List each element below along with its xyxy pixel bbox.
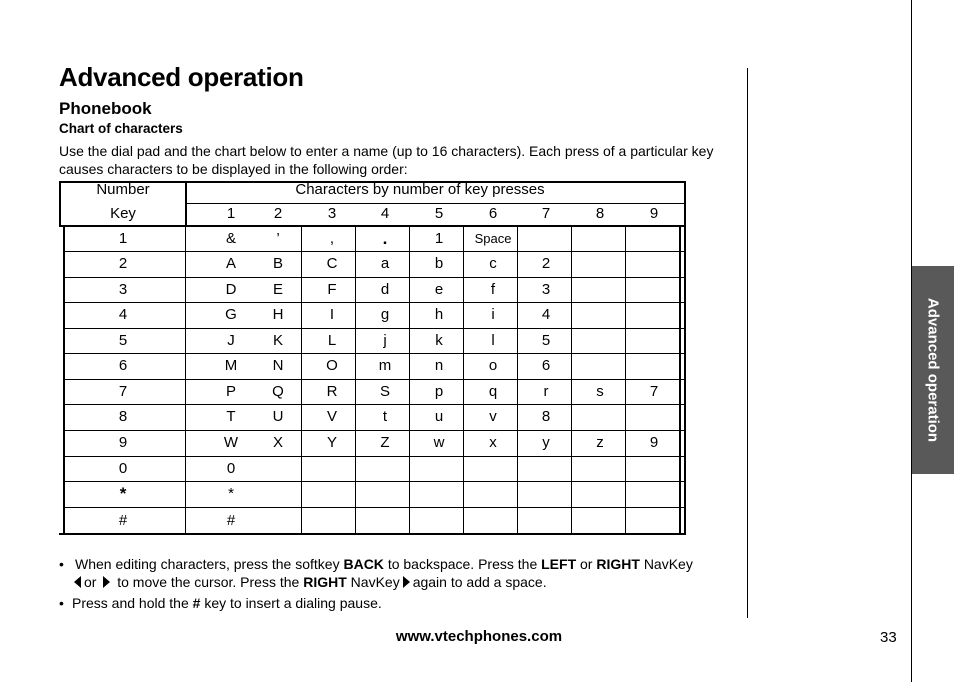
table-border-right: [684, 227, 686, 535]
table-col-rule: [463, 227, 464, 535]
row-key: 5: [118, 331, 128, 349]
table-border-right: [684, 181, 686, 227]
char-cell: M: [224, 357, 238, 374]
char-cell: s: [596, 382, 604, 400]
table-col-rule: [625, 227, 626, 535]
back-label: BACK: [343, 556, 384, 572]
press-count-3: 3: [327, 205, 337, 222]
char-cell: 7: [649, 382, 659, 400]
char-cell: X: [272, 434, 283, 451]
char-cell: 2: [541, 255, 551, 272]
table-row-rule: [63, 328, 686, 329]
char-cell: d: [380, 280, 390, 298]
bullet-text: When editing characters, press the softkey: [75, 556, 340, 572]
press-count-9: 9: [649, 205, 659, 222]
bullet-text: key to insert a dialing pause.: [204, 595, 382, 611]
table-row-rule: [63, 404, 686, 405]
press-count-1: 1: [226, 205, 236, 222]
char-cell: &: [225, 229, 236, 247]
navkey-right-icon: [403, 576, 410, 588]
char-cell: H: [272, 306, 284, 323]
row-key: 9: [118, 434, 128, 451]
char-cell: n: [434, 357, 444, 374]
table-row-rule: [63, 251, 686, 252]
char-cell: ’: [276, 229, 280, 247]
bullet-text: again to add a space.: [412, 574, 547, 590]
char-cell: I: [329, 306, 335, 323]
char-cell: .: [382, 228, 388, 248]
right-label: RIGHT: [596, 556, 640, 572]
row-key: 8: [118, 408, 128, 425]
row-key: 1: [118, 229, 128, 247]
header-characters: Characters by number of key presses: [295, 181, 545, 198]
intro-paragraph: Use the dial pad and the chart below to enter a name (up to 16 characters). Each press of a particular key causes characters to be displayed in the following order:: [59, 143, 714, 177]
bullet-text: to move the cursor. Press the: [117, 574, 300, 590]
char-cell: 3: [541, 280, 551, 298]
char-cell: 0: [226, 459, 236, 477]
char-cell: V: [326, 408, 337, 425]
char-cell: x: [489, 434, 497, 451]
table-header-bottom: [59, 225, 686, 227]
char-cell: e: [434, 280, 444, 298]
char-cell: 1: [434, 229, 444, 247]
column-divider: [747, 68, 748, 618]
table-col-rule: [409, 227, 410, 535]
char-cell: l: [491, 331, 495, 349]
section-heading: Phonebook: [59, 99, 152, 118]
char-cell: 5: [541, 331, 551, 349]
footer-url: [0, 628, 954, 645]
row-key: 6: [118, 357, 128, 374]
table-col-rule: [355, 227, 356, 535]
char-cell: Space: [474, 230, 512, 246]
table-row-rule: [63, 430, 686, 431]
char-cell: N: [272, 357, 284, 374]
right-label: RIGHT: [303, 574, 347, 590]
table-row-rule: [63, 456, 686, 457]
bullet-text: or: [580, 556, 593, 572]
row-key: 0: [118, 459, 128, 477]
char-cell: C: [326, 255, 338, 272]
char-cell: q: [488, 382, 498, 400]
char-cell: j: [383, 331, 387, 349]
table-row-rule: [63, 353, 686, 354]
char-cell: ,: [329, 229, 335, 247]
char-cell: A: [225, 255, 236, 272]
char-cell: a: [380, 255, 390, 272]
table-row-rule: [63, 277, 686, 278]
char-cell: u: [434, 408, 444, 425]
row-key: *: [119, 484, 127, 503]
press-count-4: 4: [380, 205, 390, 222]
side-tab: [912, 266, 954, 474]
row-key: 4: [118, 306, 128, 323]
table-col-rule: [185, 227, 186, 535]
char-cell: B: [272, 255, 283, 272]
char-cell: O: [326, 357, 338, 374]
char-cell: U: [272, 408, 284, 425]
table-col-rule: [63, 227, 65, 535]
char-cell: h: [434, 306, 444, 323]
char-cell: 9: [649, 434, 659, 451]
bullet-text: or: [84, 574, 97, 590]
char-cell: 6: [541, 357, 551, 374]
char-cell: w: [433, 434, 445, 451]
row-key: 3: [118, 280, 128, 298]
char-cell: E: [272, 280, 283, 298]
table-col-rule: [517, 227, 518, 535]
char-cell: K: [272, 331, 283, 349]
char-cell: 8: [541, 408, 551, 425]
char-cell: *: [228, 485, 234, 502]
subsection-heading: Chart of characters: [59, 121, 183, 136]
bullet-text: to backspace. Press the: [387, 556, 538, 572]
table-row-rule: [63, 379, 686, 380]
char-cell: o: [488, 357, 498, 374]
char-cell: T: [226, 408, 236, 425]
char-cell: r: [543, 382, 549, 400]
row-key: 7: [118, 382, 128, 400]
char-cell: Z: [380, 434, 390, 451]
char-cell: L: [327, 331, 337, 349]
page-number: 33: [880, 629, 897, 646]
char-cell: b: [434, 255, 444, 272]
table-border-left: [59, 181, 61, 227]
table-col-rule: [301, 227, 302, 535]
left-label: LEFT: [541, 556, 577, 572]
table-col-rule: [571, 227, 572, 535]
char-cell: Q: [272, 382, 284, 400]
press-count-5: 5: [434, 205, 444, 222]
hash-label: #: [192, 595, 201, 611]
char-cell: D: [225, 280, 237, 298]
char-cell: y: [542, 434, 550, 451]
char-cell: t: [382, 408, 388, 425]
page-title: Advanced operation: [59, 62, 304, 92]
char-cell: z: [596, 434, 604, 451]
char-cell: J: [227, 331, 235, 349]
bullet-pause: • Press and hold the # key to insert a dialing pause.: [59, 595, 382, 611]
bullet-text: NavKey: [350, 574, 400, 590]
table-row-rule: [63, 302, 686, 303]
char-cell: k: [435, 331, 443, 349]
press-count-8: 8: [595, 205, 605, 222]
row-key: #: [118, 511, 128, 529]
char-cell: W: [223, 434, 239, 451]
char-cell: Y: [326, 434, 337, 451]
table-row-rule: [63, 507, 686, 508]
char-cell: #: [226, 511, 236, 529]
char-cell: G: [225, 306, 237, 323]
press-count-7: 7: [541, 205, 551, 222]
navkey-left-icon: [74, 576, 81, 588]
bullet-editing: • When editing characters, press the softkey BACK to backspace. Press the LEFT or RIGHT NavKey or to move the cursor. Press the RIGHT NavKey again to add a space.: [59, 556, 693, 590]
footer-url-text: www.vtechphones.com: [395, 628, 563, 645]
char-cell: f: [490, 280, 496, 298]
side-tab-label: Advanced operation: [924, 297, 942, 443]
header-key: Key: [110, 205, 136, 222]
char-cell: p: [434, 382, 444, 400]
char-cell: R: [326, 382, 338, 400]
table-col-rule: [679, 227, 681, 535]
character-chart-table: [59, 181, 686, 537]
press-count-6: 6: [488, 205, 498, 222]
table-row-rule: [63, 481, 686, 482]
header-number: Number: [96, 181, 150, 198]
char-cell: m: [378, 357, 392, 374]
char-cell: i: [491, 306, 495, 323]
char-cell: F: [327, 280, 337, 298]
char-cell: c: [489, 255, 497, 272]
table-header-subrule: [185, 203, 686, 204]
char-cell: P: [225, 382, 236, 400]
row-key: 2: [118, 255, 128, 272]
navkey-right-icon: [103, 576, 110, 588]
char-cell: 4: [541, 306, 551, 323]
bullet-text: NavKey: [643, 556, 693, 572]
press-count-2: 2: [273, 205, 283, 222]
bullet-text: Press and hold the: [72, 595, 189, 611]
char-cell: S: [379, 382, 390, 400]
table-border-bottom: [59, 533, 686, 535]
char-cell: g: [380, 306, 390, 323]
char-cell: v: [489, 408, 497, 425]
